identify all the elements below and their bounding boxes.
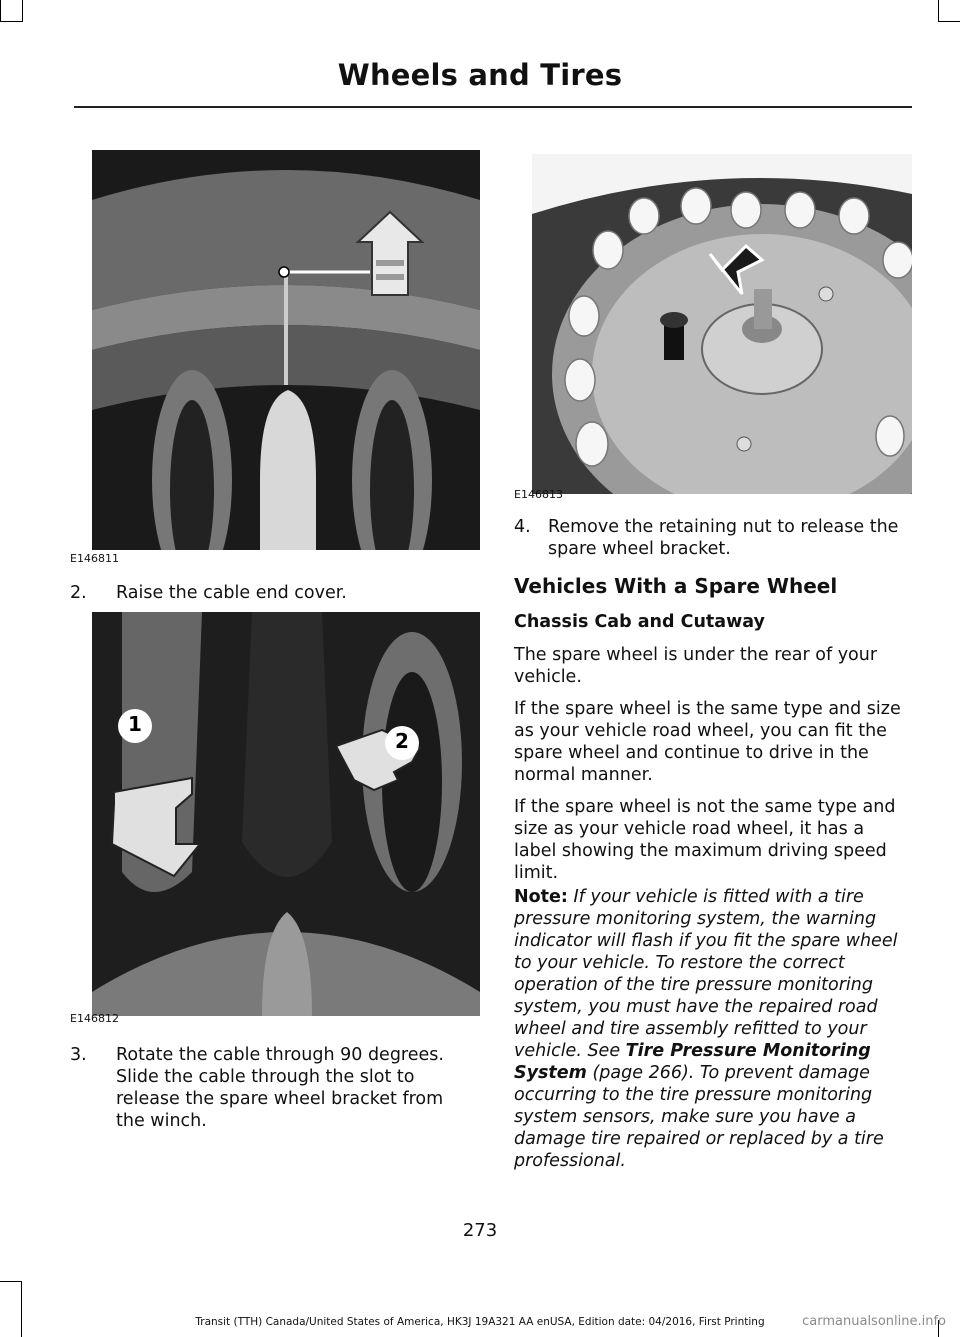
crop-mark [0,21,22,22]
section-heading: Vehicles With a Spare Wheel [514,574,838,598]
callout-1: 1 [128,712,142,736]
note-block [514,886,910,1172]
watermark: carmanualsonline.info [802,1314,946,1329]
figure-code: E146812 [70,1012,119,1025]
crop-mark [938,0,939,22]
figure-code: E146813 [514,488,563,501]
figure-code: E146811 [70,552,119,565]
crop-mark [0,0,1,22]
figure-cable-end-cover [92,150,480,550]
paragraph: The spare wheel is under the rear of your vehicle. [514,645,878,687]
crop-mark [21,1281,22,1337]
step-3 [70,1044,474,1132]
step-4 [514,516,910,560]
step-text: Raise the cable end cover. [116,583,347,603]
figure-retaining-nut [532,154,912,494]
page-number: 273 [462,1220,498,1241]
crop-mark [0,1281,22,1282]
step-number: 2. [70,583,87,603]
footer-text: Transit (TTH) Canada/United States of America, HK3J 19A321 AA enUSA, Edition date: 04/2016, First Printing [195,1316,765,1328]
subsection-heading: Chassis Cab and Cutaway [514,612,765,632]
note-text: If your vehicle is fitted with a tire pressure monitoring system, the warning indicator will flash if you fit the spare wheel to your vehicle. To restore the correct operation of the tire pressure monitoring system, you must have the repaired road wheel and tire assembly refitted to your vehicle. See [514,887,898,1061]
figure-rotate-cable [92,612,480,1016]
step-number: 3. [70,1045,87,1065]
cross-reference-link[interactable]: Tire Pressure Monitoring System [514,1041,871,1083]
callout-2: 2 [395,729,409,753]
paragraph: If the spare wheel is not the same type and size as your vehicle road wheel, it has a label showing the maximum driving speed limit. [514,797,896,883]
header-divider [74,106,912,108]
crop-mark [22,0,23,22]
step-text: Remove the retaining nut to release the spare wheel bracket. [548,517,899,559]
step-2 [70,582,470,604]
page-title: Wheels and Tires [337,58,623,92]
note-label: Note: [514,887,568,907]
paragraph: If the spare wheel is the same type and size as your vehicle road wheel, you can fit the spare wheel and continue to drive in the normal manner. [514,699,901,785]
note-text: (page 266). To prevent damage occurring to the tire pressure monitoring system sensors, make sure you have a damage tire repaired or replaced by a tire professional. [514,1063,884,1171]
step-number: 4. [514,517,531,537]
step-text: Rotate the cable through 90 degrees. Slide the cable through the slot to release the spare wheel bracket from the winch. [116,1045,444,1131]
crop-mark [938,21,960,22]
